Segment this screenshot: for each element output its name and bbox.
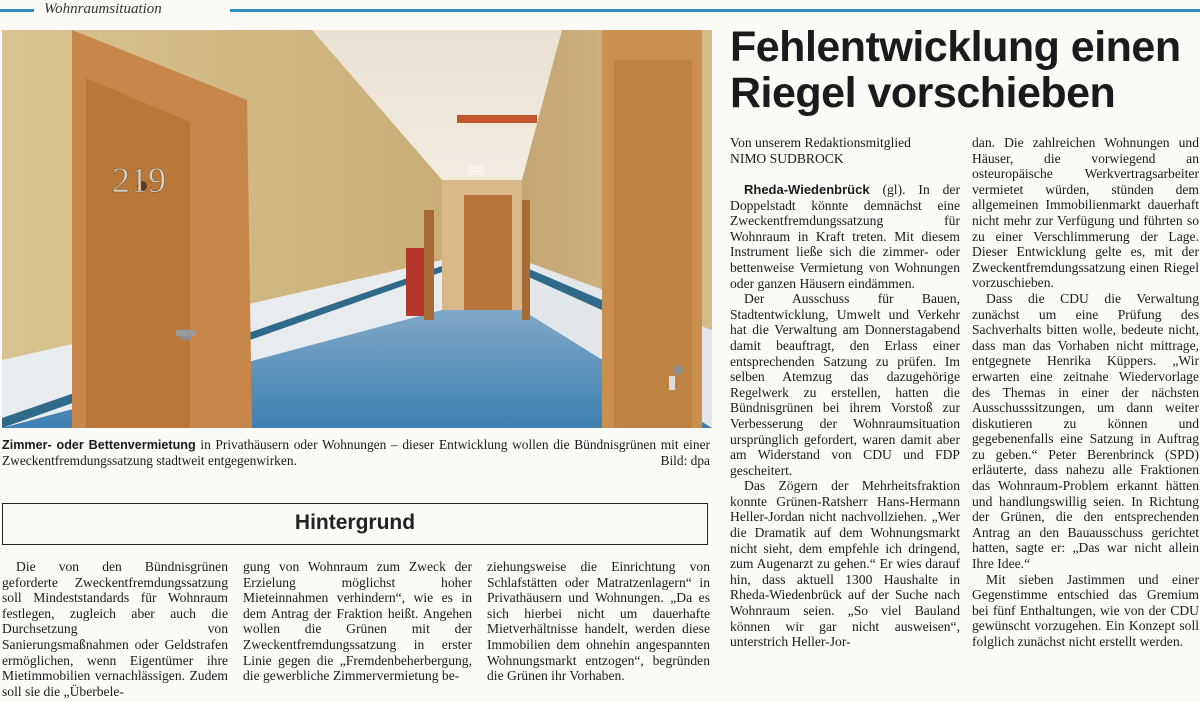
byline-author: NIMO SUDBROCK <box>730 150 844 166</box>
article-paragraph: Mit sieben Jastimmen und einer Gegenstimme entschied das Gremium bei fünf Enthaltungen, wie von der CDU gewünscht vorzugehen. Ein Konzept soll folglich zunächst nicht erstellt werden. <box>972 571 1199 649</box>
article-paragraph: Dass die CDU die Verwaltung zunächst um eine Prüfung des Sachverhalts bitten wolle, bedeute nicht, dass man das Vorhaben nicht mittrage, entgegnete Henrika Küppers. „Wir erwarten eine zeitnahe Wiedervorlage des Themas in einer der nächsten Ausschusssitzungen, um dann weiter diskutieren zu können und gegebenenfalls eine Satzung in Auftrag zu geben.“ Peter Berenbrinck (SPD) erläuterte, dass nahezu alle Fraktionen das Wohnraum-Problem erkannt hätten und handlungswillig seien. In Richtung der Grünen, die den entsprechenden Antrag an den Bauausschuss gerichtet hatten, sagte er: „Das war nicht allein Ihre Idee.“ <box>972 290 1199 572</box>
background-paragraph: Die von den Bündnisgrünen geforderte Zweckentfremdungssatzung soll Mindeststandards für Wohnraum festlegen, zugleich aber auch die Durchsetzung von Sanierungsmaßnahmen oder Geldstrafen ermöglichen, wenn Eigentümer ihre Mietimmobilien vernachlässigen. Zudem soll sie die „Überbele- <box>2 559 228 699</box>
article-paragraph: Das Zögern der Mehrheitsfraktion konnte Grünen-Ratsherr Hans-Hermann Heller-Jordan nicht nachvollziehen. „Wer die Dramatik auf dem Wohnungsmarkt nicht sieht, dem empfehle ich dringend, zum Augenarzt zu gehen.“ Er wies darauf hin, dass aktuell 1300 Haushalte in Rheda-Wiedenbrück auf der Suche nach Wohnraum seien. „So viel Bauland können wir gar nicht ausweisen“, unterstrich Heller-Jor- <box>730 478 960 650</box>
background-column-3 <box>487 559 710 684</box>
byline <box>730 135 960 166</box>
section-rubric: Wohnraumsituation <box>44 1 162 17</box>
byline-role: Von unserem Redaktionsmitglied <box>730 135 911 150</box>
rubric-rule-left <box>0 9 34 12</box>
background-paragraph: gung von Wohnraum zum Zweck der Erzielung möglichst hoher Mieteinnahmen verhindern“, wie es in dem Antrag der Fraktion heißt. Angehen wollen die Grünen mit der Zweckentfremdungssatzung in erster Linie gegen die „Fremdenbeherbergung, die gewerbliche Zimmervermietung be- <box>243 559 472 684</box>
background-box-title: Hintergrund <box>294 511 416 534</box>
dateline: Rheda-Wiedenbrück <box>744 182 870 197</box>
article-headline <box>730 24 1200 116</box>
headline-line-1: Fehlentwicklung einen <box>730 23 1181 71</box>
article-paragraph-text: (gl). In der Doppelstadt könnte demnächst eine Zweckentfremdungssatzung für Wohnraum in Kraft treten. Mit diesem Instrument ließe sich die zimmer- oder bettenweise Vermietung von Wohnungen oder ganzen Häusern eindämmen. <box>730 182 960 291</box>
photo-credit: Bild: dpa <box>660 453 710 468</box>
article-column-1 <box>730 182 960 650</box>
caption-text: in Privathäusern oder Wohnungen – dieser Entwicklung wollen die Bündnisgrünen mit einer Zweckentfremdungssatzung stadtweit entgegenwirken. <box>2 437 710 468</box>
background-column-2 <box>243 559 472 684</box>
article-paragraph <box>730 182 960 291</box>
rubric-rule-right <box>230 9 1200 12</box>
hallway-illustration <box>2 30 712 428</box>
door-number: 219 <box>112 160 166 200</box>
hallway-photo <box>2 30 712 428</box>
photo-caption <box>2 437 710 469</box>
background-column-1 <box>2 559 228 699</box>
headline-line-2: Riegel vorschieben <box>730 69 1116 117</box>
caption-lead: Zimmer- oder Bettenvermietung <box>2 438 196 452</box>
article-paragraph: Der Ausschuss für Bauen, Stadtentwicklung, Umwelt und Verkehr hat die Verwaltung am Donnerstagabend damit beauftragt, den Erlass einer entsprechenden Satzung zu prüfen. Im selben Atemzug das dazugehörige Regelwerk zu erstellen, hatten die Bündnisgrünen bei ihrem Vorstoß zur Verbesserung der Wohnraumsituation ursprünglich gefordert, waren damit aber am Widerstand von CDU und FDP gescheitert. <box>730 291 960 478</box>
article-paragraph: dan. Die zahlreichen Wohnungen und Häuser, die vorwiegend an osteuropäische Werkvertragsarbeiter vermietet würden, stünden dem allgemeinen Immobilienmarkt dauerhaft nicht mehr zur Verfügung und führten so zu einer Verschlimmerung der Lage. Dieser Entwicklung gelte es, mit der Zweckentfremdungssatzung einen Riegel vorzuschieben. <box>972 135 1199 291</box>
background-paragraph: ziehungsweise die Einrichtung von Schlafstätten oder Matratzenlagern“ in Privathäusern und Wohnungen. „Da es sich hierbei nicht um dauerhafte Mietverhältnisse handelt, werden diese Immobilien dem ohnehin angespannten Wohnungsmarkt entzogen“, begründen die Grünen ihr Vorhaben. <box>487 559 710 684</box>
article-column-2 <box>972 135 1199 650</box>
